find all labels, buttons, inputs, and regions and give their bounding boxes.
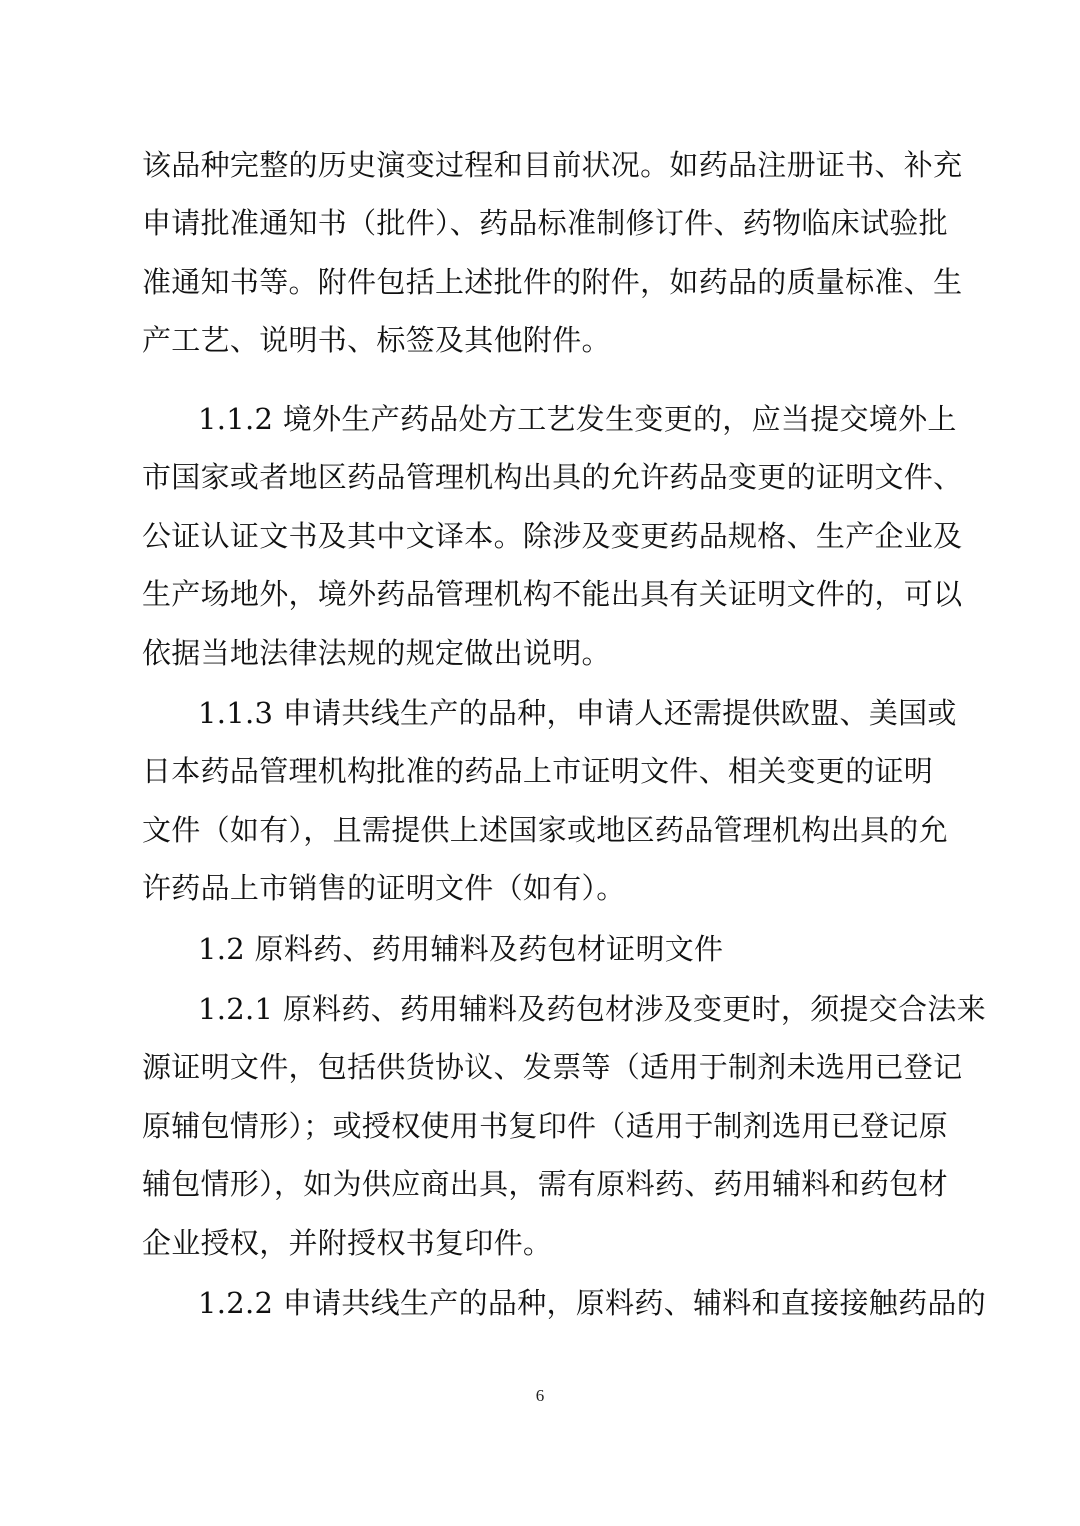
text-line: 辅包情形），如为供应商出具，需有原料药、药用辅料和药包材 xyxy=(142,1167,948,1202)
paragraph-1-2-1 xyxy=(142,980,986,1272)
text-line: 1.2.1 原料药、药用辅料及药包材涉及变更时，须提交合法来 xyxy=(198,992,987,1026)
text-line: 1.1.3 申请共线生产的品种，申请人还需提供欧盟、美国或 xyxy=(198,696,957,730)
paragraph-1-1-3 xyxy=(142,684,957,918)
text-line: 该品种完整的历史演变过程和目前状况。如药品注册证书、补充 xyxy=(142,148,963,182)
text-line: 日本药品管理机构批准的药品上市证明文件、相关变更的证明 xyxy=(142,754,934,789)
text-line: 源证明文件，包括供货协议、发票等（适用于制剂未选用已登记 xyxy=(142,1050,963,1085)
section-heading-1-2 xyxy=(142,920,723,978)
text-line: 1.2.2 申请共线生产的品种，原料药、辅料和直接接触药品的 xyxy=(198,1286,987,1320)
text-line: 产工艺、说明书、标签及其他附件。 xyxy=(142,323,611,358)
text-line: 许药品上市销售的证明文件（如有）。 xyxy=(142,871,626,906)
text-line: 申请批准通知书（批件）、药品标准制修订件、药物临床试验批 xyxy=(142,206,948,241)
text-line: 1.2 原料药、药用辅料及药包材证明文件 xyxy=(198,932,724,966)
paragraph-continuation xyxy=(142,136,962,370)
page-number: 6 xyxy=(535,1386,545,1405)
text-line: 企业授权，并附授权书复印件。 xyxy=(142,1225,553,1260)
text-line: 原辅包情形）；或授权使用书复印件（适用于制剂选用已登记原 xyxy=(142,1108,948,1143)
text-line: 生产场地外，境外药品管理机构不能出具有关证明文件的，可以 xyxy=(142,577,963,612)
text-line: 公证认证文书及其中文译本。除涉及变更药品规格、生产企业及 xyxy=(142,518,963,553)
paragraph-1-2-2 xyxy=(142,1274,986,1332)
text-line: 依据当地法律法规的规定做出说明。 xyxy=(142,635,611,670)
text-line: 1.1.2 境外生产药品处方工艺发生变更的，应当提交境外上 xyxy=(198,402,957,436)
text-line: 市国家或者地区药品管理机构出具的允许药品变更的证明文件、 xyxy=(142,460,963,495)
text-line: 准通知书等。附件包括上述批件的附件，如药品的质量标准、生 xyxy=(142,264,963,299)
text-line: 文件（如有），且需提供上述国家或地区药品管理机构出具的允 xyxy=(142,812,948,847)
paragraph-1-1-2 xyxy=(142,390,962,682)
